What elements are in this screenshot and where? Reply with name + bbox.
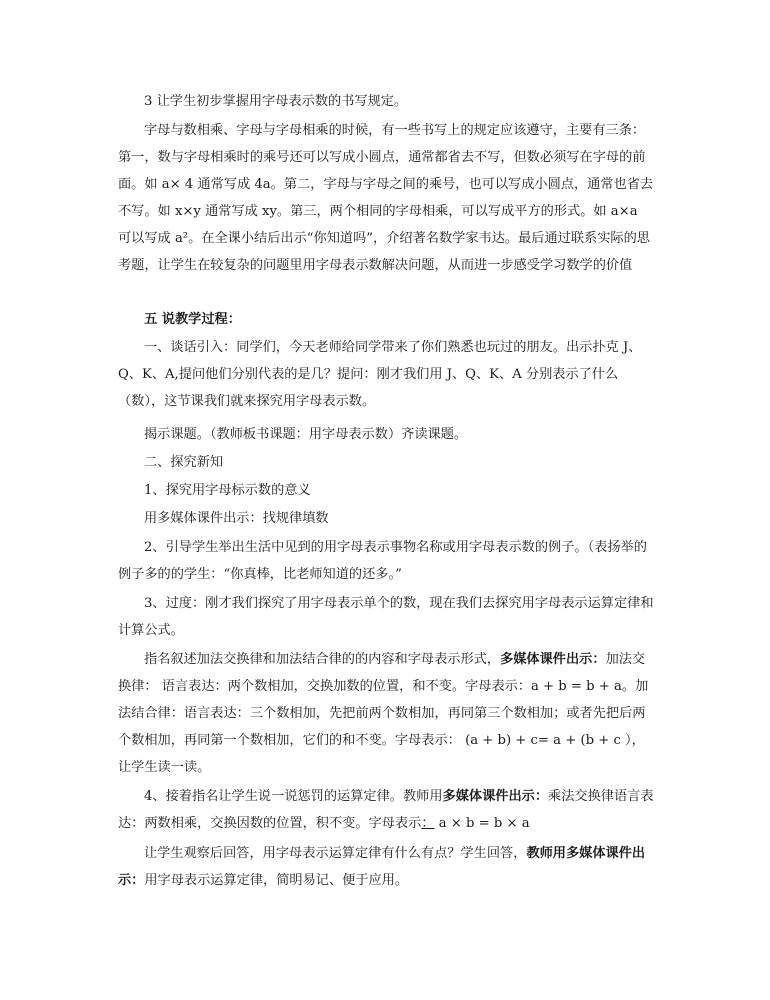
- multiplication-law-formula: a × b = b × a: [434, 816, 530, 831]
- multiplication-law-body: 乘法交换律语言表达：两数相乘，交换因数的位置，积不变。字母表示: [118, 789, 654, 831]
- paragraph-explore-new: 二、探究新知: [144, 455, 224, 470]
- paragraph-observation: [118, 840, 654, 894]
- section-heading-teaching-process: 五 说教学过程：: [144, 312, 241, 327]
- paragraph-writing-rules-goal: 3 让学生初步掌握用字母表示数的书写规定。: [144, 94, 408, 109]
- paragraph-writing-rules-detail: 字母与数相乘、字母与字母相乘的时候，有一些书写上的规定应该遵守，主要有三条：第一，数与字母相乘时的乘号还可以写成小圆点，通常都省去不写，但数必须写在字母的前面。如 a× 4 通常写成 4a。第二，字母与字母之间的乘号，也可以写成小圆点，通常也省去不写。如 x×y 通常写成 xy。第三，两个相同的字母相乘，可以写成平方的形式。如 a×a 可以写成 a²。在全课小结后出示“你知道吗”，介绍著名数学家韦达。最后通过联系实际的思考题，让学生在较复杂的问题里用字母表示数解决问题，从而进一步感受学习数学的价值: [118, 123, 654, 273]
- addition-laws-multimedia-label: 多媒体课件出示：: [500, 652, 606, 667]
- paragraph-multimedia-pattern: 用多媒体课件出示：找规律填数: [144, 511, 329, 526]
- paragraph-guide-examples: 2、引导学生举出生活中见到的用字母表示事物名称或用字母表示数的例子。（表扬举的例子多的的学生：“你真棒，比老师知道的还多。”: [118, 540, 647, 582]
- paragraph-addition-laws: [118, 646, 654, 781]
- observation-body: 用字母表示运算定律，简明易记、便于应用。: [144, 873, 409, 888]
- paragraph-transition: 3、过度：刚才我们探究了用字母表示单个的数，现在我们去探究用字母表示运算定律和计算公式。: [118, 596, 654, 638]
- observation-intro: 让学生观察后回答，用字母表示运算定律有什么有点？学生回答，: [144, 846, 527, 861]
- addition-laws-body: 加法交换律： 语言表达：两个数相加，交换加数的位置，和不变。字母表示：a + b = b + a。加法结合律：语言表达：三个数相加，先把前两个数相加，再同第三个数相加；或者先把后两个数相加，再同第一个数相加，它们的和不变。字母表示： (a + b) + c= a + (b + c ），让学生读一读。: [118, 652, 649, 775]
- observation-multimedia-label: 教师用多媒体课件出示：: [118, 846, 646, 888]
- paragraph-explore-meaning: 1、探究用字母标示数的意义: [144, 483, 311, 498]
- multiplication-law-multimedia-label: 多媒体课件出示：: [442, 789, 549, 804]
- multiplication-law-intro: 4、接着指名让学生说一说惩罚的运算定律。教师用: [144, 789, 443, 804]
- multiplication-law-colon: ：: [421, 816, 435, 831]
- paragraph-reveal-topic: 揭示课题。（教师板书课题：用字母表示数）齐读课题。: [144, 427, 468, 442]
- paragraph-multiplication-law: [118, 783, 654, 837]
- addition-laws-intro: 指名叙述加法交换律和加法结合律的的内容和字母表示形式，: [144, 652, 501, 667]
- paragraph-intro-talk: 一、谈话引入：同学们，今天老师给同学带来了你们熟悉也玩过的朋友。出示扑克 J、Q、K、A,提问他们分别代表的是几？提问：刚才我们用 J、Q、K、A 分别表示了什么（数），这节课我们就来探究用字母表示数。: [118, 340, 642, 409]
